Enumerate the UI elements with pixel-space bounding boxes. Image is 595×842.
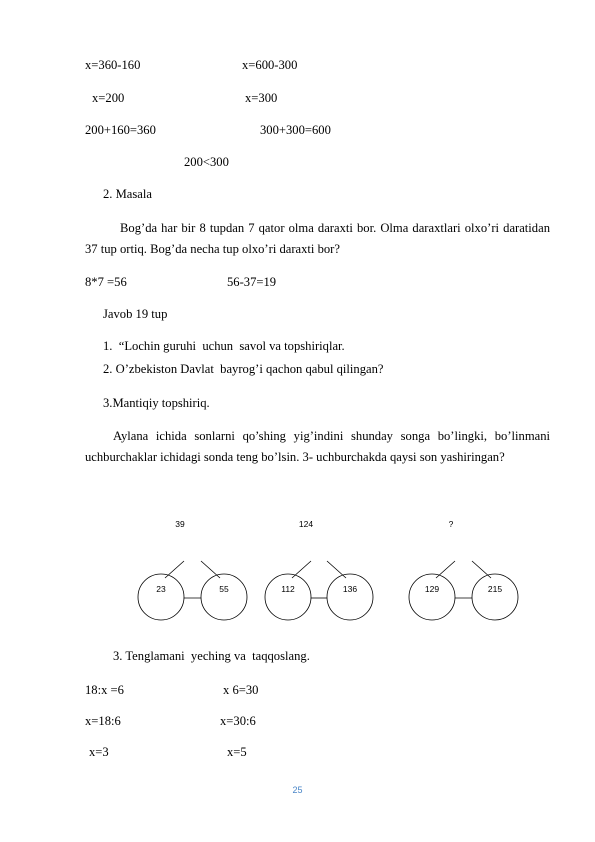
puzzle-branch-line — [472, 561, 491, 578]
puzzle-circle-left — [138, 574, 184, 620]
calc-right: 56-37=19 — [227, 275, 277, 289]
check-left: 200+160=360 — [85, 123, 156, 137]
answer-line: Javob 19 tup — [103, 307, 168, 321]
calc-left: 8*7 =56 — [85, 275, 127, 289]
puzzle-left-number: 129 — [424, 584, 440, 594]
equation-2-right: x=300 — [245, 91, 278, 105]
puzzle-top-number: 39 — [175, 519, 185, 529]
masala-line-2: daratidan 37 tup ortiq. Bog’da necha tup olxo’ri daraxti bor? — [85, 221, 550, 256]
puzzle-right-number: 55 — [219, 584, 229, 594]
page-number: 25 — [292, 785, 303, 795]
puzzle-circle-right — [327, 574, 373, 620]
equation-a-2: x=18:6 — [85, 714, 121, 728]
puzzle-circle-left — [265, 574, 311, 620]
logic-line-2: bo’linmani uchburchaklar ichidagi sonda teng bo’lsin. 3- uchburchakda qaysi — [85, 429, 550, 464]
question-1: 1. “Lochin guruhi uchun savol va topshiriqlar. — [103, 339, 345, 353]
masala-heading: 2. Masala — [103, 187, 152, 201]
equation-b-3: x=5 — [227, 745, 247, 759]
puzzle-branch-line — [327, 561, 346, 578]
puzzle-top-number: ? — [448, 519, 454, 529]
puzzle-left-number: 23 — [156, 584, 166, 594]
equation-1-left: x=360-160 — [85, 58, 141, 72]
puzzle-branch-line — [436, 561, 455, 578]
puzzle-top-number: 124 — [298, 519, 314, 529]
equation-1-right: x=600-300 — [242, 58, 298, 72]
comparison: 200<300 — [184, 155, 229, 169]
task-3-heading: 3. Tenglamani yeching va taqqoslang. — [113, 649, 310, 663]
equation-2-left: x=200 — [92, 91, 125, 105]
logic-line-1: Aylana ichida sonlarni qo’shing yig’indini shunday songa bo’lingki, — [113, 429, 488, 443]
check-right: 300+300=600 — [260, 123, 331, 137]
equation-a-1: 18:x =6 — [85, 683, 124, 697]
puzzle-left-number: 112 — [281, 584, 295, 594]
logic-line-3: son yashiringan? — [419, 450, 505, 464]
puzzle-circle-right — [472, 574, 518, 620]
puzzle-right-number: 136 — [342, 584, 358, 594]
equation-b-2: x=30:6 — [220, 714, 256, 728]
puzzle-branch-line — [292, 561, 311, 578]
question-2: 2. O’zbekiston Davlat bayrog’i qachon qabul qilingan? — [103, 362, 384, 376]
equation-b-1: x 6=30 — [223, 683, 259, 697]
logic-task-heading: 3.Mantiqiy topshiriq. — [103, 396, 210, 410]
puzzle-branch-line — [201, 561, 220, 578]
puzzle-circle-right — [201, 574, 247, 620]
puzzle-branch-line — [165, 561, 184, 578]
equation-a-3: x=3 — [89, 745, 109, 759]
puzzle-right-number: 215 — [487, 584, 503, 594]
puzzle-circle-left — [409, 574, 455, 620]
masala-line-1: Bog’da har bir 8 tupdan 7 qator olma daraxti bor. Olma daraxtlari olxo’ri — [120, 221, 500, 235]
